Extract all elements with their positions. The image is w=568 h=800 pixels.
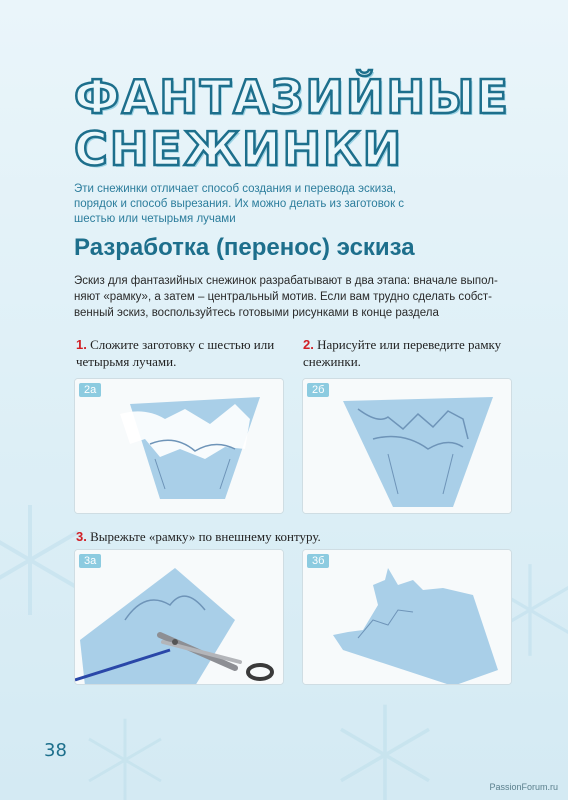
step-2 (303, 336, 523, 370)
section-body: Эскиз для фантазийных снежинок разрабатывают в два этапа: вначале выпол-няют «рамку», а затем – центральный мотив. Если вам трудно сделать собст-венный эскиз, воспользуйтесь готовыми рисунками в конце раздела (74, 275, 498, 319)
section-heading: Разработка (перенос) эскиза (74, 234, 415, 261)
step-number: 2. (303, 337, 314, 352)
photo-label: 3б (307, 554, 329, 568)
photo-3b (302, 549, 512, 685)
cut-paper-photo (303, 550, 512, 685)
watermark: PassionForum.ru (489, 782, 558, 792)
folded-paper-photo (303, 379, 512, 514)
step-text: Вырежьте «рамку» по внешнему контуру. (90, 529, 321, 544)
page-title-line-1: ФАНТАЗИЙНЫЕ (74, 70, 510, 124)
folded-paper-photo (75, 379, 284, 514)
step-3 (76, 528, 476, 545)
photo-2b (302, 378, 512, 514)
step-text: Нарисуйте или переведите рамку снежинки. (303, 337, 502, 369)
page-number: 38 (44, 740, 67, 761)
step-text: Сложите заготовку с шестью или четырьмя лучами. (76, 337, 275, 369)
photo-label: 2б (307, 383, 329, 397)
step-number: 3. (76, 529, 87, 544)
step-1 (76, 336, 286, 370)
scissors-cutting-photo (75, 550, 284, 685)
step-number: 1. (76, 337, 87, 352)
snowflake-decoration-icon (80, 715, 170, 800)
page-title-line-2: СНЕЖИНКИ (74, 122, 404, 176)
intro-text: Эти снежинки отличает способ создания и перевода эскиза, порядок и способ вырезания. Их можно делать из заготовок с шестью или четырьмя лучами (74, 183, 405, 225)
photo-3a (74, 549, 284, 685)
photo-label: 3а (79, 554, 101, 568)
photo-2a (74, 378, 284, 514)
photo-label: 2а (79, 383, 101, 397)
snowflake-decoration-icon (330, 700, 440, 800)
